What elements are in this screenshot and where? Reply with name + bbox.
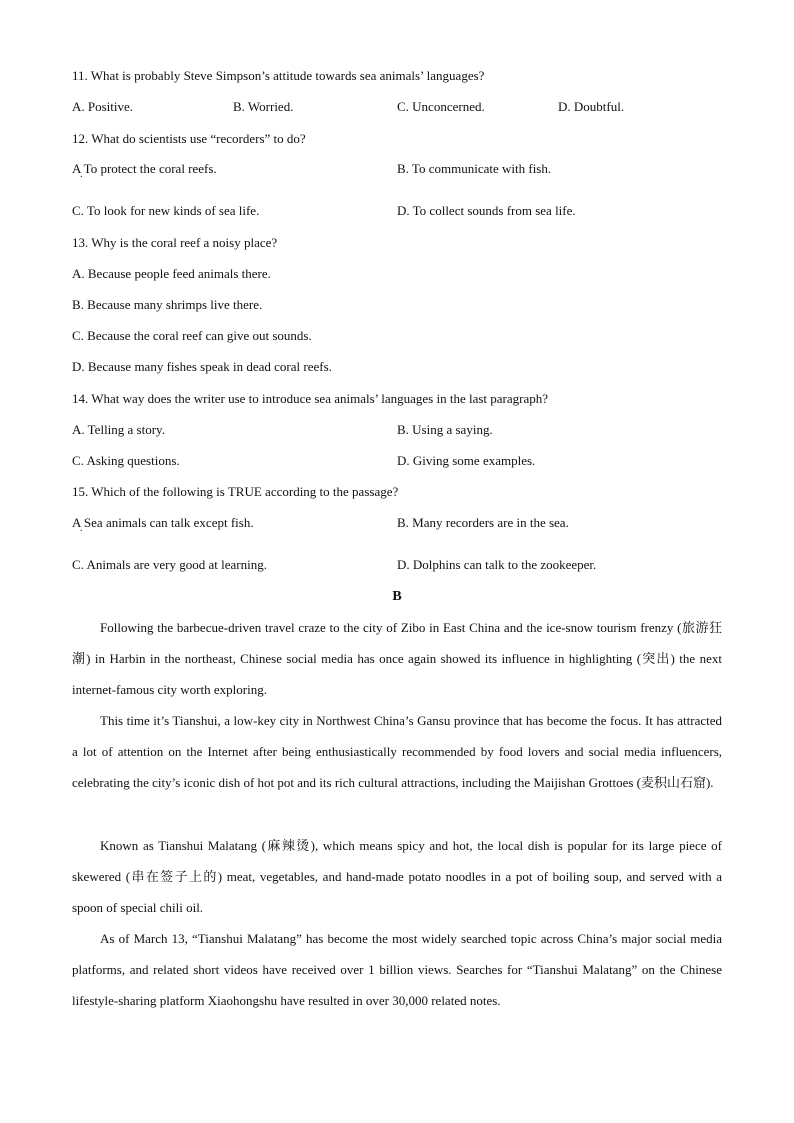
question-15-option-a: A Sea animals can talk except fish. . xyxy=(72,515,254,531)
question-13-option-a: A. Because people feed animals there. xyxy=(72,266,271,281)
question-14-stem: 14. What way does the writer use to introduce sea animals’ languages in the last paragraph? xyxy=(72,391,549,406)
question-15-option-d: D. Dolphins can talk to the zookeeper. xyxy=(397,557,597,572)
section-title: B xyxy=(392,589,402,604)
question-11-option-b: B. Worried. xyxy=(233,99,294,114)
question-14-option-b: B. Using a saying. xyxy=(397,422,493,437)
paragraph-1 xyxy=(72,612,722,705)
paragraph-3-text: Known as Tianshui Malatang (麻辣烫), which means spicy and hot, the local dish is popular for its large piece of skewered (串在签子上的) meat, vegetables, and hand-made potato noodles in a pot of boiling soup, and served with a spoon of special chili oil. xyxy=(72,838,722,915)
question-12-option-d: D. To collect sounds from sea life. xyxy=(397,203,576,218)
paragraph-4 xyxy=(72,923,722,1016)
paragraph-2-text: This time it’s Tianshui, a low-key city in Northwest China’s Gansu province that has become the focus. It has attracted a lot of attention on the Internet after being enthusiastically recommended by food lovers and social media influencers, celebrating the city’s iconic dish of hot pot and its rich cultural attractions, including the Maijishan Grottoes (麦积山石窟). xyxy=(72,713,722,790)
question-15-stem: 15. Which of the following is TRUE according to the passage? xyxy=(72,484,399,499)
question-13-option-b: B. Because many shrimps live there. xyxy=(72,297,263,312)
question-12-option-c: C. To look for new kinds of sea life. xyxy=(72,203,260,218)
question-14-option-d: D. Giving some examples. xyxy=(397,453,536,468)
question-12-option-a: A To protect the coral reefs. . xyxy=(72,161,217,177)
paragraph-3 xyxy=(72,830,722,923)
paragraph-2 xyxy=(72,705,722,798)
question-12-option-b: B. To communicate with fish. xyxy=(397,161,552,176)
question-15-option-c: C. Animals are very good at learning. xyxy=(72,557,267,572)
question-14-option-c: C. Asking questions. xyxy=(72,453,180,468)
question-14-option-a: A. Telling a story. xyxy=(72,422,165,437)
question-13-stem: 13. Why is the coral reef a noisy place? xyxy=(72,235,278,250)
question-11-option-d: D. Doubtful. xyxy=(558,99,625,114)
question-11-stem: 11. What is probably Steve Simpson’s attitude towards sea animals’ languages? xyxy=(72,68,485,83)
question-13-option-d: D. Because many fishes speak in dead coral reefs. xyxy=(72,359,332,374)
question-12-stem: 12. What do scientists use “recorders” to do? xyxy=(72,131,306,146)
question-13-option-c: C. Because the coral reef can give out sounds. xyxy=(72,328,312,343)
question-11-option-a: A. Positive. xyxy=(72,99,134,114)
question-15-option-b: B. Many recorders are in the sea. xyxy=(397,515,569,530)
paragraph-1-text: Following the barbecue-driven travel craze to the city of Zibo in East China and the ice-snow tourism frenzy (旅游狂潮) in Harbin in the northeast, Chinese social media has once again showed its influence in highlighting (突出) the next internet-famous city worth exploring. xyxy=(72,620,722,697)
question-11-option-c: C. Unconcerned. xyxy=(397,99,485,114)
paragraph-4-text: As of March 13, “Tianshui Malatang” has become the most widely searched topic across China’s major social media platforms, and related short videos have received over 1 billion views. Searches for “Tianshui Malatang” on the Chinese lifestyle-sharing platform Xiaohongshu have resulted in over 30,000 related notes. xyxy=(72,931,722,1008)
